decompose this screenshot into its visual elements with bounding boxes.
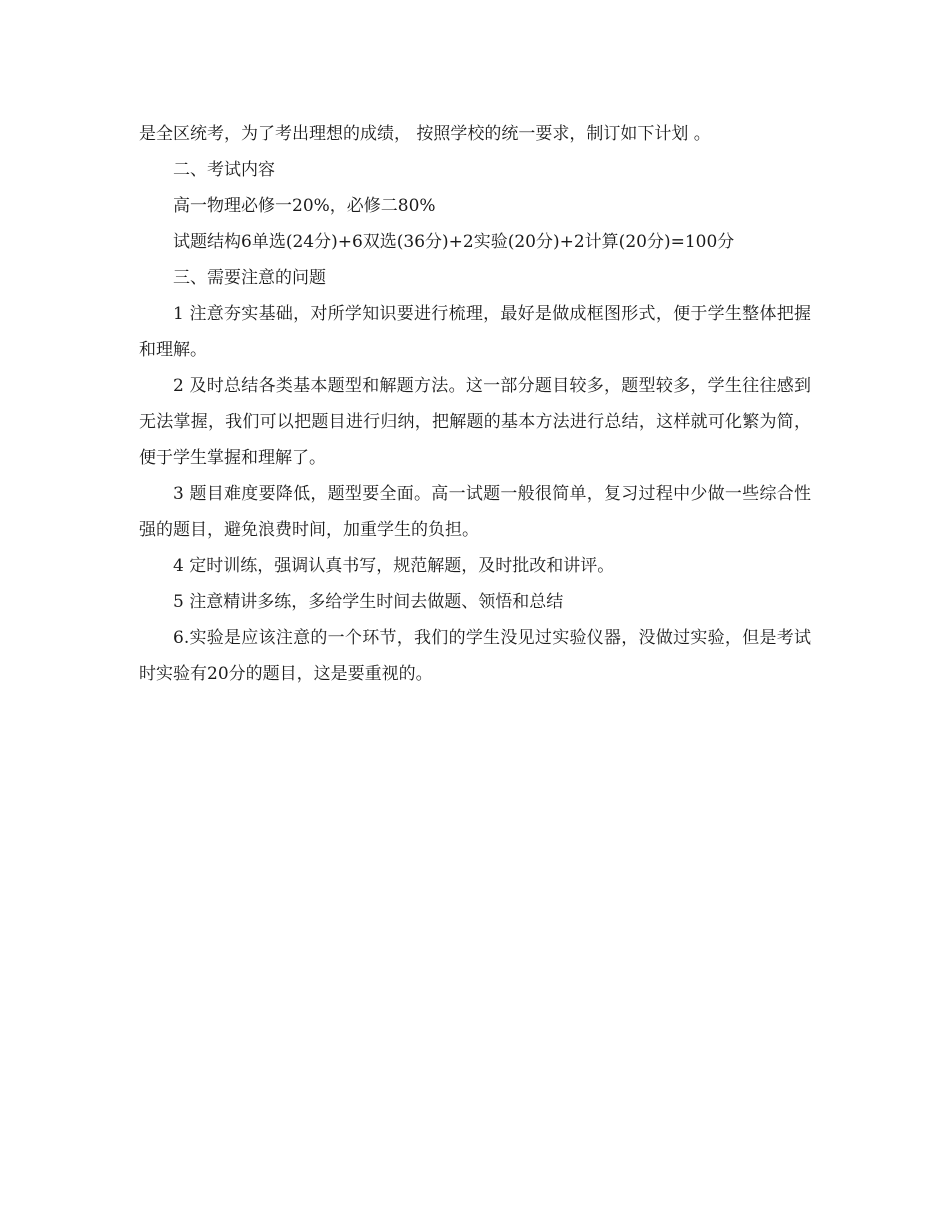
list-item-note-3: 3 题目难度要降低，题型要全面。高一试题一般很简单，复习过程中少做一些综合性强的题目，避免浪费时间，加重学生的负担。 [139, 484, 811, 540]
section-heading-exam-content: 二、考试内容 [173, 160, 275, 180]
list-item-note-6: 6.实验是应该注意的一个环节，我们的学生没见过实验仪器，没做过实验，但是考试时实验有20分的题目，这是要重视的。 [139, 628, 811, 684]
paragraph-test-structure: 试题结构6单选(24分)+6双选(36分)+2实验(20分)+2计算(20分)=100分 [173, 232, 735, 252]
list-item-note-2: 2 及时总结各类基本题型和解题方法。这一部分题目较多，题型较多，学生往往感到无法掌握，我们可以把题目进行归纳，把解题的基本方法进行总结，这样就可化繁为简，便于学生掌握和理解了。 [139, 376, 811, 468]
list-item-note-4: 4 定时训练，强调认真书写，规范解题，及时批改和讲评。 [173, 556, 615, 576]
section-heading-notes: 三、需要注意的问题 [173, 268, 326, 288]
paragraph-intro-continuation: 是全区统考，为了考出理想的成绩， 按照学校的统一要求，制订如下计划 。 [139, 124, 711, 144]
paragraph-content-ratio: 高一物理必修一20%，必修二80% [173, 196, 436, 216]
document-body [139, 116, 811, 692]
list-item-note-5: 5 注意精讲多练，多给学生时间去做题、领悟和总结 [173, 592, 564, 612]
list-item-note-1: 1 注意夯实基础，对所学知识要进行梳理，最好是做成框图形式，便于学生整体把握和理解。 [139, 304, 811, 360]
